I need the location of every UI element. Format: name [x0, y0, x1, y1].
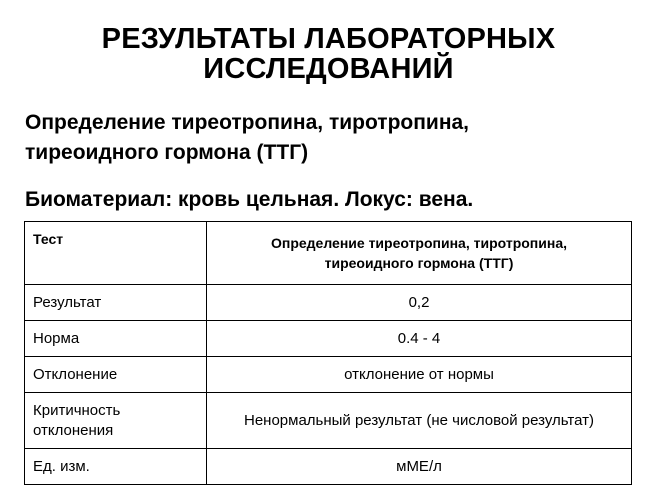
row-value-criticality: Ненормальный результат (не числовой результат) — [207, 393, 632, 449]
header-value-line-1: Определение тиреотропина, тиротропина, — [270, 235, 567, 251]
row-value-result: 0,2 — [207, 285, 632, 321]
test-name-heading — [25, 108, 645, 168]
header-value-line-2: тиреоидного гормона (ТТГ) — [324, 255, 514, 271]
table-row-result — [25, 285, 632, 321]
table-row-deviation — [25, 357, 632, 393]
row-label-criticality-line-2: отклонения — [33, 421, 114, 439]
row-label-unit: Ед. изм. — [25, 449, 207, 485]
row-label-norm: Норма — [25, 321, 207, 357]
row-value-norm: 0.4 - 4 — [207, 321, 632, 357]
row-label-criticality-line-1: Критичность — [33, 401, 121, 419]
page-title-line-1: РЕЗУЛЬТАТЫ ЛАБОРАТОРНЫХ — [101, 23, 556, 55]
results-table — [24, 221, 632, 485]
header-label-cell: Тест — [25, 222, 207, 285]
table-header-row — [25, 222, 632, 285]
row-label-deviation: Отклонение — [25, 357, 207, 393]
row-label-criticality — [25, 393, 207, 449]
table-row-norm — [25, 321, 632, 357]
table-row-criticality — [25, 393, 632, 449]
test-name-line-1: Определение тиреотропина, тиротропина, — [25, 111, 470, 134]
row-value-deviation: отклонение от нормы — [207, 357, 632, 393]
row-label-result: Результат — [25, 285, 207, 321]
test-name-line-2: тиреоидного гормона (ТТГ) — [25, 141, 309, 164]
table-row-unit — [25, 449, 632, 485]
header-value-cell — [207, 222, 632, 285]
page-title — [0, 24, 657, 84]
row-value-unit: мМЕ/л — [207, 449, 632, 485]
page-title-line-2: ИССЛЕДОВАНИЙ — [203, 53, 454, 85]
biomaterial-line: Биоматериал: кровь цельная. Локус: вена. — [25, 188, 474, 211]
